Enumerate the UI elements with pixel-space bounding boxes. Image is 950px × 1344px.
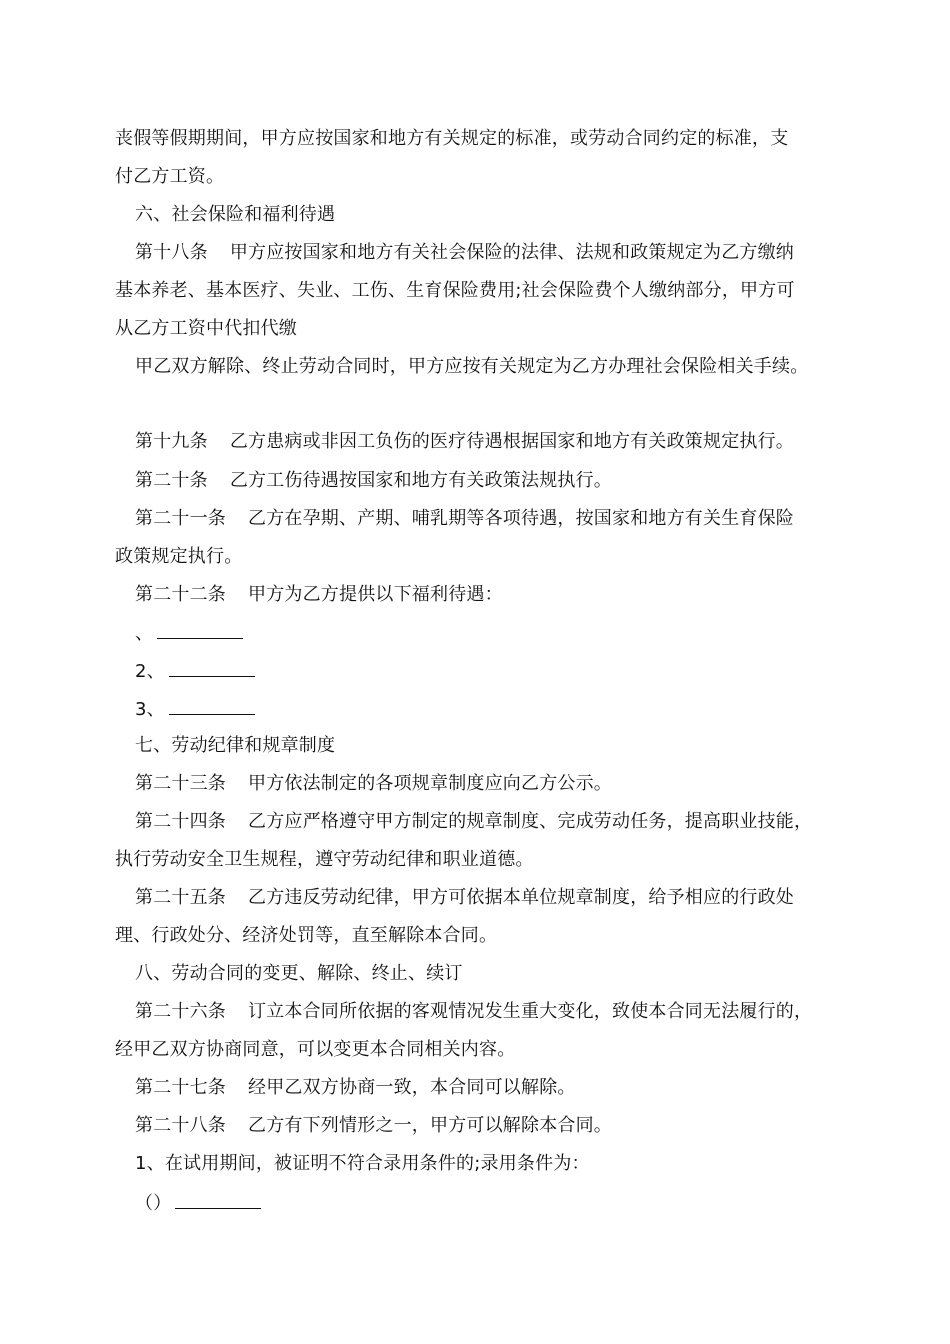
article-number: 第二十条 [135, 470, 208, 491]
fill-in-blank [169, 658, 255, 677]
section-heading [135, 203, 335, 227]
paragraph-line [115, 1038, 515, 1062]
article-text: 乙方有下列情形之一，甲方可以解除本合同。 [248, 1115, 612, 1136]
article-text: 甲方应按国家和地方有关社会保险的法律、法规和政策规定为乙方缴纳 [229, 242, 795, 263]
article-line [135, 1076, 576, 1100]
text: 丧假等假期期间，甲方应按国家和地方有关规定的标准，或劳动合同约定的标准，支 [115, 128, 789, 149]
text: 七、劳动纪律和规章制度 [135, 735, 336, 756]
list-item [135, 1152, 590, 1176]
paragraph-line [115, 848, 534, 872]
paragraph-line [115, 924, 497, 948]
fill-in-blank [157, 620, 243, 639]
list-item [135, 658, 255, 682]
article-line [135, 1114, 612, 1138]
article-text: 乙方在孕期、产期、哺乳期等各项待遇，按国家和地方有关生育保险 [248, 508, 794, 529]
article-text: 甲方依法制定的各项规章制度应向乙方公示。 [248, 773, 612, 794]
section-heading [135, 734, 335, 758]
text: 政策规定执行。 [115, 546, 243, 567]
paragraph-line [115, 279, 795, 303]
paragraph-line [115, 545, 242, 569]
article-line [135, 241, 794, 265]
article-text: 乙方患病或非因工负伤的医疗待遇根据国家和地方有关政策规定执行。 [229, 431, 795, 452]
text: 甲乙双方解除、终止劳动合同时，甲方应按有关规定为乙方办理社会保险相关手续。 [135, 356, 809, 377]
article-line [135, 1000, 812, 1024]
article-number: 第十八条 [135, 242, 208, 263]
text: 八、劳动合同的变更、解除、终止、续订 [135, 963, 463, 984]
text: 六、社会保险和福利待遇 [135, 204, 336, 225]
article-text: 经甲乙双方协商一致，本合同可以解除。 [248, 1077, 576, 1098]
article-number: 第二十八条 [135, 1115, 226, 1136]
text: 执行劳动安全卫生规程，遵守劳动纪律和职业道德。 [115, 849, 534, 870]
text: 经甲乙双方协商同意，可以变更本合同相关内容。 [115, 1039, 516, 1060]
article-line [135, 886, 794, 910]
paragraph-line [115, 317, 297, 341]
article-number: 第二十二条 [135, 584, 226, 605]
text: 基本养老、基本医疗、失业、工伤、生育保险费用;社会保险费个人缴纳部分，甲方可 [115, 280, 795, 301]
article-line [135, 810, 812, 834]
list-item [135, 1190, 261, 1214]
paragraph-line [135, 355, 808, 379]
item-marker: 3、 [135, 699, 165, 720]
article-number: 第十九条 [135, 431, 208, 452]
text: 理、行政处分、经济处罚等，直至解除本合同。 [115, 925, 498, 946]
article-line [135, 430, 794, 454]
list-item [135, 696, 255, 720]
article-number: 第二十五条 [135, 887, 226, 908]
article-number: 第二十四条 [135, 811, 226, 832]
item-marker: （） [135, 1193, 172, 1214]
article-text: 乙方工伤待遇按国家和地方有关政策法规执行。 [229, 470, 613, 491]
paragraph-line [115, 165, 224, 189]
article-number: 第二十六条 [135, 1001, 226, 1022]
article-line [135, 507, 794, 531]
fill-in-blank [175, 1190, 261, 1209]
text: 付乙方工资。 [115, 166, 225, 187]
article-text: 乙方应严格遵守甲方制定的规章制度、完成劳动任务，提高职业技能， [248, 811, 813, 832]
article-text: 甲方为乙方提供以下福利待遇： [248, 584, 503, 605]
paragraph-line [115, 127, 788, 151]
item-marker: 2、 [135, 661, 165, 682]
list-item [135, 620, 243, 644]
article-text: 订立本合同所依据的客观情况发生重大变化，致使本合同无法履行的， [248, 1001, 813, 1022]
fill-in-blank [169, 696, 255, 715]
article-text: 乙方违反劳动纪律，甲方可依据本单位规章制度，给予相应的行政处 [248, 887, 794, 908]
article-number: 第二十三条 [135, 773, 226, 794]
article-line [135, 583, 503, 607]
text: 1、在试用期间，被证明不符合录用条件的;录用条件为： [135, 1153, 590, 1174]
section-heading [135, 962, 463, 986]
article-line [135, 469, 612, 493]
item-marker: 、 [135, 623, 154, 644]
article-number: 第二十七条 [135, 1077, 226, 1098]
article-line [135, 772, 612, 796]
article-number: 第二十一条 [135, 508, 226, 529]
text: 从乙方工资中代扣代缴 [115, 318, 297, 339]
